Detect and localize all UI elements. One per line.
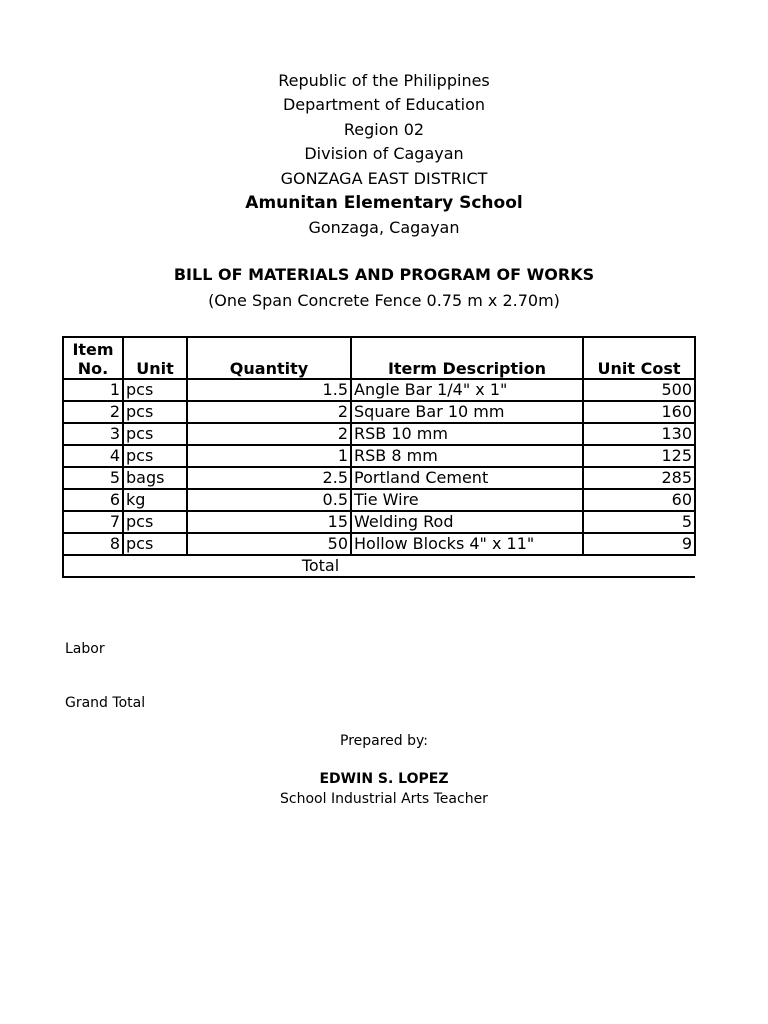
cell-description: Angle Bar 1/4" x 1": [351, 379, 583, 401]
cell-unit: pcs: [123, 379, 187, 401]
cell-quantity: 50: [187, 533, 351, 555]
cell-unit: pcs: [123, 401, 187, 423]
cell-description: Hollow Blocks 4" x 11": [351, 533, 583, 555]
cell-description: RSB 10 mm: [351, 423, 583, 445]
header-description: Iterm Description: [351, 337, 583, 379]
table-row: [63, 489, 695, 511]
cell-quantity: 1.5: [187, 379, 351, 401]
header-school-name: Amunitan Elementary School: [245, 193, 523, 213]
cell-unit-cost: 125: [583, 445, 695, 467]
table-total-row: [63, 555, 695, 577]
cell-item-no: 5: [63, 467, 123, 489]
cell-item-no: 4: [63, 445, 123, 467]
header-division: Division of Cagayan: [304, 144, 464, 163]
document-subtitle: (One Span Concrete Fence 0.75 m x 2.70m): [208, 291, 560, 310]
cell-unit: pcs: [123, 423, 187, 445]
cell-quantity: 2: [187, 401, 351, 423]
cell-quantity: 2: [187, 423, 351, 445]
cell-unit-cost: 160: [583, 401, 695, 423]
cell-unit-cost: 500: [583, 379, 695, 401]
cell-item-no: 3: [63, 423, 123, 445]
prepared-by-label: Prepared by:: [340, 733, 428, 749]
cell-item-no: 8: [63, 533, 123, 555]
header-unit-cost: Unit Cost: [583, 337, 695, 379]
table-row: [63, 467, 695, 489]
header-unit: Unit: [123, 337, 187, 379]
table-row: [63, 511, 695, 533]
labor-label: Labor: [65, 641, 105, 657]
cell-description: Portland Cement: [351, 467, 583, 489]
cell-unit: bags: [123, 467, 187, 489]
cell-quantity: 2.5: [187, 467, 351, 489]
cell-unit: pcs: [123, 533, 187, 555]
cell-unit: kg: [123, 489, 187, 511]
header-quantity: Quantity: [187, 337, 351, 379]
signer-title: School Industrial Arts Teacher: [280, 791, 488, 807]
header-department: Department of Education: [282, 95, 486, 114]
table-row: [63, 423, 695, 445]
cell-description: Square Bar 10 mm: [351, 401, 583, 423]
table-row: [63, 379, 695, 401]
cell-description: Tie Wire: [351, 489, 583, 511]
cell-unit: pcs: [123, 511, 187, 533]
cell-item-no: 6: [63, 489, 123, 511]
cell-item-no: 1: [63, 379, 123, 401]
cell-quantity: 0.5: [187, 489, 351, 511]
cell-item-no: 2: [63, 401, 123, 423]
cell-item-no: 7: [63, 511, 123, 533]
header-location: Gonzaga, Cagayan: [308, 218, 460, 237]
cell-quantity: 1: [187, 445, 351, 467]
cell-unit-cost: 9: [583, 533, 695, 555]
bill-of-materials-table: [62, 336, 696, 578]
cell-unit: pcs: [123, 445, 187, 467]
header-item-no-line2: No.: [77, 359, 109, 378]
cell-unit-cost: 285: [583, 467, 695, 489]
grand-total-label: Grand Total: [65, 695, 146, 711]
table-row: [63, 445, 695, 467]
table-header-row: [63, 337, 695, 379]
cell-unit-cost: 60: [583, 489, 695, 511]
cell-quantity: 15: [187, 511, 351, 533]
total-label: Total: [63, 555, 695, 577]
header-region: Region 02: [343, 120, 425, 139]
header-district: GONZAGA EAST DISTRICT: [280, 169, 488, 188]
cell-unit-cost: 5: [583, 511, 695, 533]
document-title: BILL OF MATERIALS AND PROGRAM OF WORKS: [173, 265, 595, 284]
table-row: [63, 401, 695, 423]
cell-description: Welding Rod: [351, 511, 583, 533]
cell-unit-cost: 130: [583, 423, 695, 445]
header-item-no-line1: Item: [72, 340, 114, 359]
signer-name: EDWIN S. LOPEZ: [319, 771, 449, 787]
header-item-no: [63, 337, 123, 379]
header-republic: Republic of the Philippines: [278, 71, 490, 90]
table-row: [63, 533, 695, 555]
cell-description: RSB 8 mm: [351, 445, 583, 467]
